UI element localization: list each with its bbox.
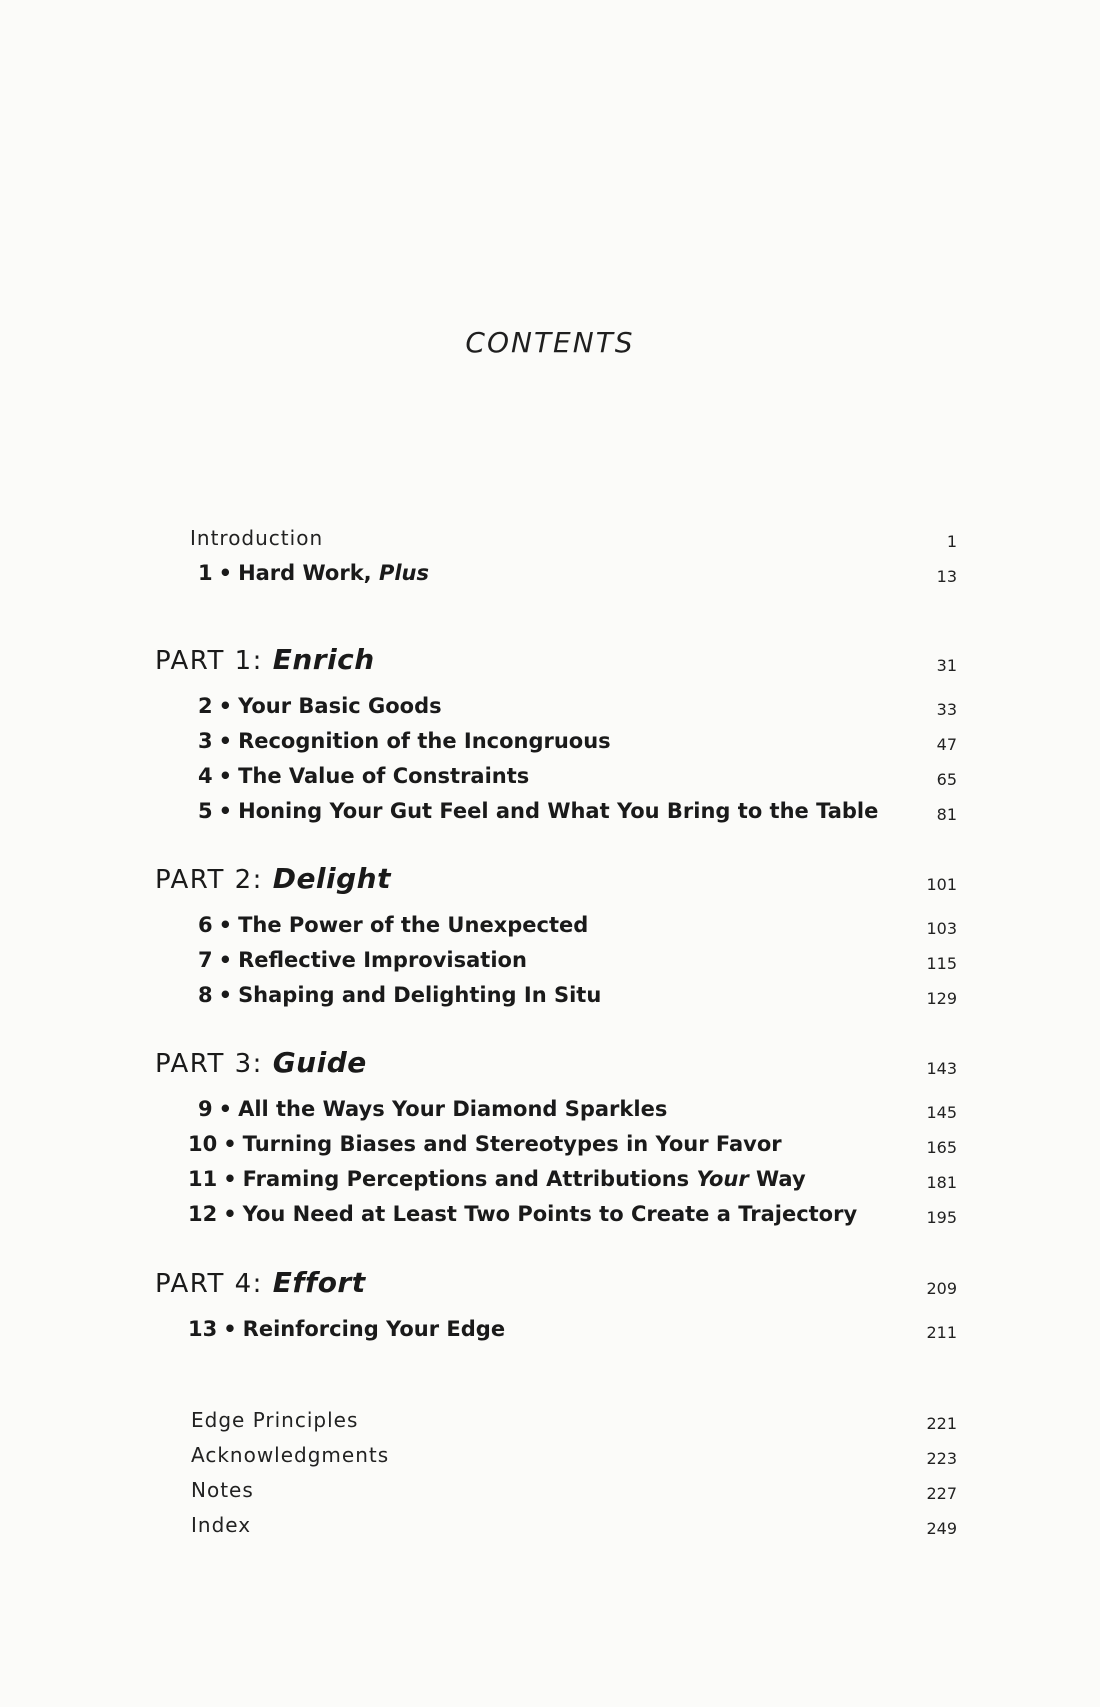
toc-part-2[interactable] bbox=[0, 862, 1100, 902]
bullet: • bbox=[218, 948, 233, 972]
toc-entry-edge-principles[interactable] bbox=[0, 1408, 1100, 1438]
bullet: • bbox=[223, 1317, 237, 1341]
chapter-title: All the Ways Your Diamond Sparkles bbox=[238, 1097, 668, 1121]
chapter-title: The Value of Constraints bbox=[238, 764, 530, 788]
toc-chapter-2[interactable] bbox=[0, 694, 1100, 724]
toc-chapter-5[interactable] bbox=[0, 799, 1100, 829]
toc-page-number: 31 bbox=[936, 656, 957, 675]
toc-chapter-9[interactable] bbox=[0, 1097, 1100, 1127]
chapter-title: The Power of the Unexpected bbox=[238, 913, 589, 937]
toc-page-number: 181 bbox=[926, 1173, 957, 1192]
toc-page-number: 65 bbox=[936, 770, 957, 789]
chapter-title-emphasis: Plus bbox=[378, 561, 430, 585]
part-prefix: PART 1: bbox=[155, 646, 263, 676]
toc-chapter-1[interactable] bbox=[0, 561, 1100, 591]
bullet: • bbox=[223, 1132, 237, 1156]
part-prefix: PART 4: bbox=[155, 1269, 263, 1299]
chapter-title: Reinforcing Your Edge bbox=[242, 1317, 506, 1341]
toc-chapter-12[interactable] bbox=[0, 1202, 1100, 1232]
chapter-number: 3 bbox=[198, 729, 213, 753]
chapter-title: Honing Your Gut Feel and What You Bring to the Table bbox=[238, 799, 879, 823]
chapter-number: 6 bbox=[198, 913, 213, 937]
page-title: CONTENTS bbox=[465, 326, 635, 359]
chapter-title: Framing Perceptions and Attributions bbox=[242, 1167, 697, 1191]
chapter-number: 7 bbox=[198, 948, 213, 972]
chapter-title: You Need at Least Two Points to Create a Trajectory bbox=[242, 1202, 858, 1226]
toc-page-number: 223 bbox=[926, 1449, 957, 1468]
chapter-number: 2 bbox=[198, 694, 213, 718]
toc-chapter-8[interactable] bbox=[0, 983, 1100, 1013]
toc-chapter-11[interactable] bbox=[0, 1167, 1100, 1197]
toc-page-number: 81 bbox=[936, 805, 957, 824]
toc-page-number: 33 bbox=[936, 700, 957, 719]
toc-page-number: 211 bbox=[926, 1323, 957, 1342]
toc-chapter-6[interactable] bbox=[0, 913, 1100, 943]
toc-page-number: 47 bbox=[936, 735, 957, 754]
chapter-number: 11 bbox=[188, 1167, 218, 1191]
toc-entry-index[interactable] bbox=[0, 1513, 1100, 1543]
bullet: • bbox=[218, 983, 233, 1007]
toc-page-number: 13 bbox=[936, 567, 957, 586]
chapter-title: Shaping and Delighting In Situ bbox=[238, 983, 602, 1007]
toc-entry-label: Acknowledgments bbox=[191, 1443, 390, 1467]
bullet: • bbox=[218, 729, 233, 753]
chapter-number: 9 bbox=[198, 1097, 213, 1121]
chapter-number: 1 bbox=[198, 561, 213, 585]
toc-page-number: 195 bbox=[926, 1208, 957, 1227]
chapter-title: Your Basic Goods bbox=[238, 694, 442, 718]
toc-page-number: 101 bbox=[926, 875, 957, 894]
bullet: • bbox=[218, 561, 233, 585]
toc-page-number: 129 bbox=[926, 989, 957, 1008]
toc-entry-label: Edge Principles bbox=[191, 1408, 359, 1432]
bullet: • bbox=[218, 1097, 233, 1121]
bullet: • bbox=[223, 1202, 237, 1226]
toc-chapter-3[interactable] bbox=[0, 729, 1100, 759]
chapter-title: Reflective Improvisation bbox=[238, 948, 527, 972]
toc-page-number: 1 bbox=[946, 532, 957, 551]
chapter-title-end: Way bbox=[748, 1167, 806, 1191]
part-title: Effort bbox=[272, 1266, 366, 1299]
toc-part-4[interactable] bbox=[0, 1266, 1100, 1306]
toc-chapter-7[interactable] bbox=[0, 948, 1100, 978]
part-prefix: PART 3: bbox=[155, 1049, 263, 1079]
toc-entry-label: Index bbox=[191, 1513, 252, 1537]
chapter-number: 5 bbox=[198, 799, 213, 823]
toc-page-number: 165 bbox=[926, 1138, 957, 1157]
chapter-title: Recognition of the Incongruous bbox=[238, 729, 611, 753]
toc-entry-introduction[interactable] bbox=[0, 526, 1100, 556]
toc-entry-label: Introduction bbox=[190, 526, 324, 550]
toc-part-3[interactable] bbox=[0, 1046, 1100, 1086]
toc-page-number: 115 bbox=[926, 954, 957, 973]
chapter-number: 8 bbox=[198, 983, 213, 1007]
bullet: • bbox=[223, 1167, 237, 1191]
chapter-number: 12 bbox=[188, 1202, 218, 1226]
part-title: Enrich bbox=[272, 643, 375, 676]
toc-entry-notes[interactable] bbox=[0, 1478, 1100, 1508]
toc-page-number: 103 bbox=[926, 919, 957, 938]
chapter-title-emphasis: Your bbox=[696, 1167, 749, 1191]
toc-page-number: 227 bbox=[926, 1484, 957, 1503]
bullet: • bbox=[218, 913, 233, 937]
toc-page-number: 209 bbox=[926, 1279, 957, 1298]
bullet: • bbox=[218, 694, 233, 718]
part-prefix: PART 2: bbox=[155, 865, 263, 895]
toc-page-number: 145 bbox=[926, 1103, 957, 1122]
toc-entry-label: Notes bbox=[191, 1478, 254, 1502]
toc-page-number: 221 bbox=[926, 1414, 957, 1433]
toc-part-1[interactable] bbox=[0, 643, 1100, 683]
part-title: Guide bbox=[272, 1046, 367, 1079]
chapter-title: Hard Work, bbox=[238, 561, 379, 585]
chapter-number: 4 bbox=[198, 764, 213, 788]
toc-entry-acknowledgments[interactable] bbox=[0, 1443, 1100, 1473]
toc-chapter-10[interactable] bbox=[0, 1132, 1100, 1162]
chapter-number: 10 bbox=[188, 1132, 218, 1156]
toc-page-number: 143 bbox=[926, 1059, 957, 1078]
toc-page-number: 249 bbox=[926, 1519, 957, 1538]
chapter-title: Turning Biases and Stereotypes in Your Favor bbox=[242, 1132, 782, 1156]
toc-chapter-4[interactable] bbox=[0, 764, 1100, 794]
chapter-number: 13 bbox=[188, 1317, 218, 1341]
toc-chapter-13[interactable] bbox=[0, 1317, 1100, 1347]
part-title: Delight bbox=[272, 862, 391, 895]
bullet: • bbox=[218, 799, 233, 823]
bullet: • bbox=[218, 764, 233, 788]
